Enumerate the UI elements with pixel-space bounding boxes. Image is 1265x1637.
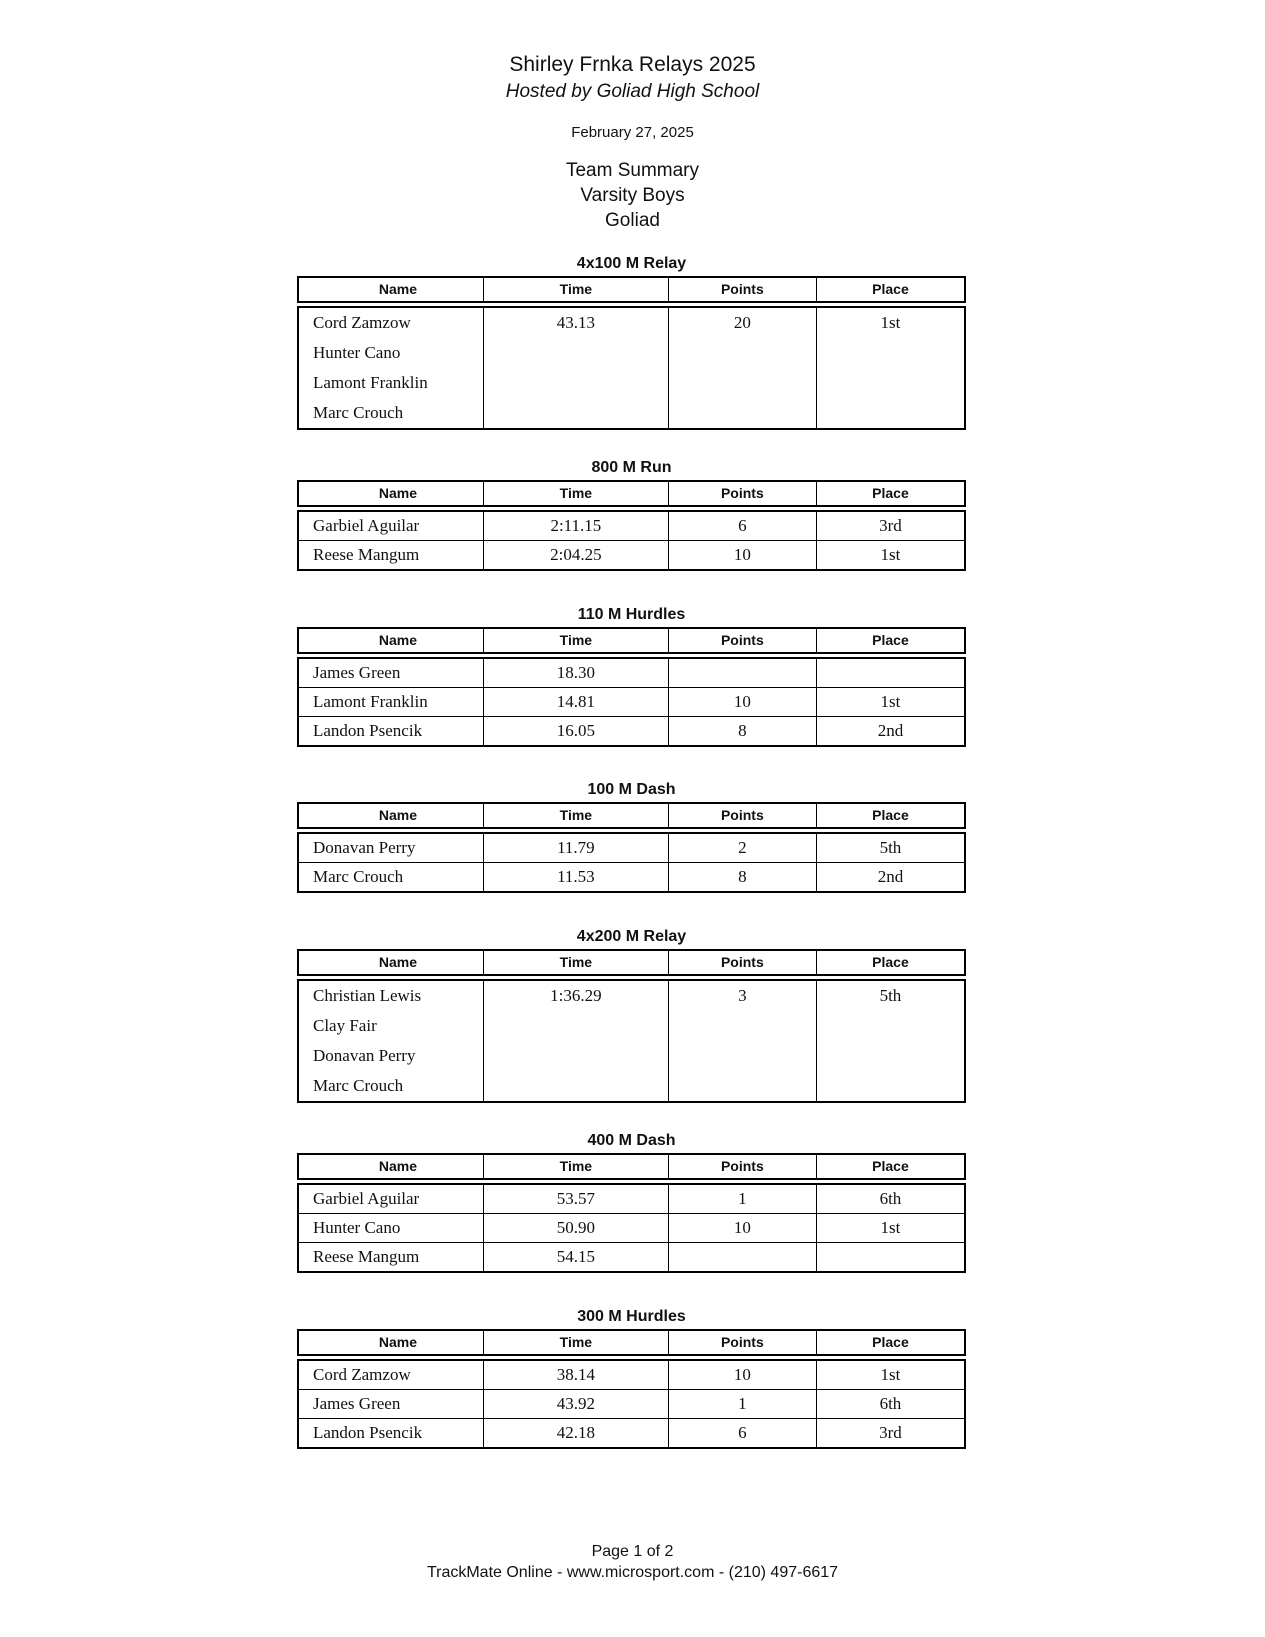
event-title: 400 M Dash: [587, 1132, 676, 1149]
time-cell: 16.05: [484, 717, 669, 745]
time-cell: 43.92: [484, 1390, 669, 1418]
place-cell: 5th: [879, 986, 902, 1005]
meet-host: Hosted by Goliad High School: [505, 81, 760, 102]
event-section: [297, 603, 966, 747]
table-row: [299, 1361, 964, 1389]
relay-runner: Clay Fair: [313, 1016, 377, 1035]
column-header-time: Time: [484, 804, 669, 827]
place-cell: [817, 659, 964, 687]
table-row: [299, 540, 964, 569]
name-cell: James Green: [299, 659, 484, 687]
table-row: [299, 1185, 964, 1213]
column-header-name: Name: [299, 1331, 484, 1354]
name-cell: Cord Zamzow: [299, 1361, 484, 1389]
points-cell: 6: [669, 512, 817, 540]
column-header-time: Time: [484, 951, 669, 974]
column-header-points: Points: [669, 482, 817, 505]
table-row: [299, 1389, 964, 1418]
table-body: [297, 832, 966, 893]
table-header: [297, 276, 966, 303]
column-header-name: Name: [299, 951, 484, 974]
table-row: [299, 981, 964, 1101]
relay-runner: Christian Lewis: [313, 986, 422, 1005]
place-cell: 2nd: [877, 721, 904, 740]
column-header-time: Time: [484, 629, 669, 652]
relay-runner: Cord Zamzow: [313, 313, 411, 332]
table-row: [299, 834, 964, 862]
table-header: [297, 1153, 966, 1180]
place-cell: 6th: [879, 1189, 902, 1208]
points-cell: 20: [669, 308, 817, 428]
points-cell: 8: [669, 717, 817, 745]
meet-date: February 27, 2025: [571, 124, 694, 141]
footer-credit: TrackMate Online - www.microsport.com - (210) 497-6617: [426, 1564, 839, 1581]
table-row: [299, 716, 964, 745]
column-header-place: Place: [872, 281, 909, 297]
points-cell: 1: [669, 1390, 817, 1418]
time-cell: 18.30: [484, 659, 669, 687]
event-title: 300 M Hurdles: [577, 1308, 686, 1325]
relay-runner: Donavan Perry: [313, 1046, 416, 1065]
time-cell: 1:36.29: [484, 981, 669, 1101]
name-cell: Landon Psencik: [299, 1419, 484, 1447]
event-section: [297, 1129, 966, 1273]
table-body: [297, 657, 966, 747]
report-summary: [0, 158, 1265, 233]
meet-title: Shirley Frnka Relays 2025: [509, 53, 756, 76]
time-cell: 2:04.25: [484, 541, 669, 569]
event-title: 100 M Dash: [587, 781, 676, 798]
event-section: [297, 1305, 966, 1449]
place-cell: 3rd: [879, 1423, 902, 1442]
column-header-points: Points: [669, 1155, 817, 1178]
column-header-name: Name: [299, 629, 484, 652]
name-cell: Garbiel Aguilar: [299, 1185, 484, 1213]
place-cell: [817, 1243, 964, 1271]
event-title: 4x100 M Relay: [576, 255, 687, 272]
column-header-place: Place: [872, 954, 909, 970]
points-cell: 3: [669, 981, 817, 1101]
name-cell: Landon Psencik: [299, 717, 484, 745]
table-row: [299, 659, 964, 687]
event-section: [297, 925, 966, 1103]
points-cell: 2: [669, 834, 817, 862]
table-body: [297, 1183, 966, 1273]
time-cell: 43.13: [484, 308, 669, 428]
table-header: [297, 627, 966, 654]
column-header-points: Points: [669, 804, 817, 827]
time-cell: 11.79: [484, 834, 669, 862]
name-cell: Garbiel Aguilar: [299, 512, 484, 540]
table-row: [299, 1213, 964, 1242]
summary-team: Goliad: [605, 210, 660, 231]
table-header: [297, 949, 966, 976]
table-body: [297, 510, 966, 571]
place-cell: 1st: [880, 1365, 901, 1384]
time-cell: 11.53: [484, 863, 669, 891]
table-row: [299, 308, 964, 428]
relay-runner: Marc Crouch: [313, 403, 404, 422]
column-header-place: Place: [872, 485, 909, 501]
time-cell: 14.81: [484, 688, 669, 716]
table-header: [297, 1329, 966, 1356]
table-row: [299, 1242, 964, 1271]
name-cell: Hunter Cano: [299, 1214, 484, 1242]
name-cell: Reese Mangum: [299, 541, 484, 569]
table-row: [299, 687, 964, 716]
points-cell: 1: [669, 1185, 817, 1213]
place-cell: 1st: [880, 692, 901, 711]
event-section: [297, 456, 966, 571]
column-header-points: Points: [669, 278, 817, 301]
name-cell: Reese Mangum: [299, 1243, 484, 1271]
summary-type: Team Summary: [565, 160, 700, 181]
relay-runner: Lamont Franklin: [313, 373, 428, 392]
table-body: [297, 306, 966, 430]
place-cell: 1st: [880, 1218, 901, 1237]
table-row: [299, 1418, 964, 1447]
place-cell: 3rd: [879, 516, 902, 535]
time-cell: 50.90: [484, 1214, 669, 1242]
relay-names: [299, 308, 484, 428]
column-header-points: Points: [669, 1331, 817, 1354]
table-header: [297, 480, 966, 507]
column-header-name: Name: [299, 804, 484, 827]
place-cell: 1st: [880, 313, 901, 332]
table-row: [299, 512, 964, 540]
name-cell: Marc Crouch: [299, 863, 484, 891]
points-cell: 10: [669, 688, 817, 716]
place-cell: 2nd: [877, 867, 904, 886]
place-cell: 5th: [879, 838, 902, 857]
column-header-name: Name: [299, 278, 484, 301]
table-row: [299, 862, 964, 891]
column-header-name: Name: [299, 482, 484, 505]
time-cell: 38.14: [484, 1361, 669, 1389]
table-body: [297, 979, 966, 1103]
column-header-place: Place: [872, 632, 909, 648]
points-cell: 6: [669, 1419, 817, 1447]
column-header-time: Time: [484, 1331, 669, 1354]
relay-runner: Hunter Cano: [313, 343, 401, 362]
column-header-points: Points: [669, 951, 817, 974]
points-cell: [669, 659, 817, 687]
event-section: [297, 252, 966, 430]
event-title: 4x200 M Relay: [576, 928, 687, 945]
column-header-place: Place: [872, 807, 909, 823]
points-cell: 10: [669, 541, 817, 569]
summary-division: Varsity Boys: [580, 185, 685, 206]
column-header-place: Place: [872, 1158, 909, 1174]
time-cell: 42.18: [484, 1419, 669, 1447]
time-cell: 53.57: [484, 1185, 669, 1213]
place-cell: 1st: [880, 545, 901, 564]
column-header-place: Place: [872, 1334, 909, 1350]
column-header-time: Time: [484, 1155, 669, 1178]
name-cell: James Green: [299, 1390, 484, 1418]
column-header-time: Time: [484, 482, 669, 505]
table-body: [297, 1359, 966, 1449]
place-cell: 6th: [879, 1394, 902, 1413]
points-cell: 10: [669, 1361, 817, 1389]
time-cell: 2:11.15: [484, 512, 669, 540]
relay-names: [299, 981, 484, 1101]
table-header: [297, 802, 966, 829]
column-header-time: Time: [484, 278, 669, 301]
relay-runner: Marc Crouch: [313, 1076, 404, 1095]
column-header-name: Name: [299, 1155, 484, 1178]
column-header-points: Points: [669, 629, 817, 652]
page-number: Page 1 of 2: [591, 1543, 674, 1560]
points-cell: 10: [669, 1214, 817, 1242]
name-cell: Donavan Perry: [299, 834, 484, 862]
points-cell: 8: [669, 863, 817, 891]
time-cell: 54.15: [484, 1243, 669, 1271]
event-title: 800 M Run: [591, 459, 672, 476]
points-cell: [669, 1243, 817, 1271]
name-cell: Lamont Franklin: [299, 688, 484, 716]
event-title: 110 M Hurdles: [577, 606, 686, 623]
event-section: [297, 778, 966, 893]
